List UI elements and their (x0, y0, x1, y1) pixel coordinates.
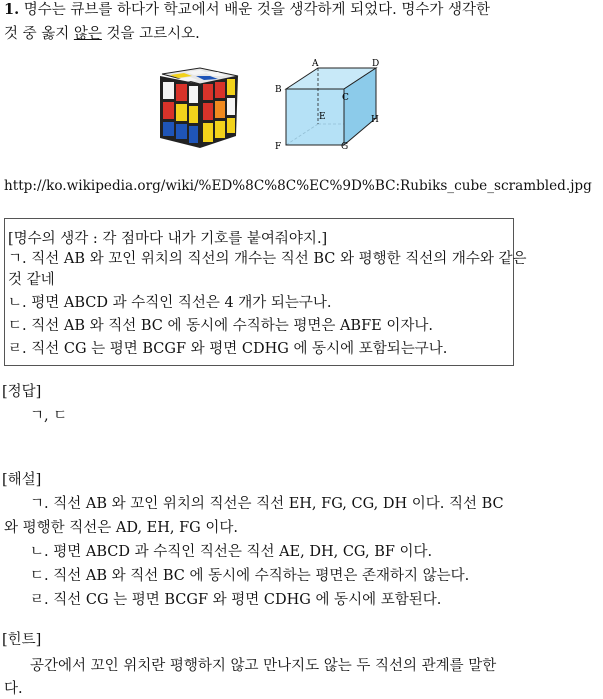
question-text-2a: 것 중 옳지 (4, 26, 74, 42)
explanation-line-1-cont: 와 평행한 직선은 AD, EH, FG 이다. (4, 520, 238, 536)
hint-line-2: 다. (4, 681, 23, 697)
explanation-line-3: ㄷ. 직선 AB 와 직선 BC 에 동시에 수직하는 평면은 존재하지 않는다. (30, 568, 470, 584)
thought-box-title: [명수의 생각 : 각 점마다 내가 기호를 붙여줘야지.] (8, 231, 328, 247)
question-underlined-word: 않은 (73, 26, 102, 42)
thought-item-2: ㄴ. 평면 ABCD 과 수직인 직선은 4 개가 되는구나. (8, 295, 332, 311)
answer-heading: [정답] (2, 384, 42, 400)
answer-text: ㄱ, ㄷ (30, 408, 68, 424)
rubiks-cube-image (156, 66, 242, 150)
vertex-label-c: C (342, 93, 349, 103)
vertex-label-g: G (341, 142, 349, 152)
hint-line-1: 공간에서 꼬인 위치란 평행하지 않고 만나지도 않는 두 직선의 관계를 말한 (30, 658, 497, 674)
cube-diagram (272, 56, 390, 156)
question-text-1: 명수는 큐브를 하다가 학교에서 배운 것을 생각하게 되었다. 명수가 생각한 (23, 2, 491, 18)
explanation-line-1: ㄱ. 직선 AB 와 꼬인 위치의 직선은 직선 EH, FG, CG, DH 이다. 직선 BC (30, 496, 504, 512)
vertex-label-d: D (372, 59, 380, 69)
hint-heading: [힌트] (2, 632, 42, 648)
thought-item-4: ㄹ. 직선 CG 는 평면 BCGF 와 평면 CDHG 에 동시에 포함되는구나. (8, 341, 448, 357)
explanation-heading: [해설] (2, 472, 42, 488)
thought-box (4, 218, 527, 366)
vertex-label-e: E (319, 112, 326, 122)
question-line-2 (4, 24, 200, 44)
vertex-label-f: F (275, 142, 282, 152)
vertex-label-a: A (312, 59, 319, 69)
question-number: 1. (4, 1, 20, 18)
thought-item-1: ㄱ. 직선 AB 와 꼬인 위치의 직선의 개수는 직선 BC 와 평행한 직선의 개수와 같은 (8, 251, 527, 267)
question-line-1 (4, 0, 490, 20)
question-text-2b: 것을 고르시오. (101, 26, 200, 42)
explanation-line-2: ㄴ. 평면 ABCD 과 수직인 직선은 직선 AE, DH, CG, BF 이다. (30, 544, 433, 560)
thought-item-3: ㄷ. 직선 AB 와 직선 BC 에 동시에 수직하는 평면은 ABFE 이자나. (8, 318, 433, 334)
thought-item-1-cont: 것 같네 (8, 272, 55, 288)
vertex-label-h: H (371, 115, 379, 125)
image-source-url: http://ko.wikipedia.org/wiki/%ED%8C%8C%EC%9D%BC:Rubiks_cube_scrambled.jpg (4, 178, 592, 194)
vertex-label-b: B (275, 85, 282, 95)
explanation-line-4: ㄹ. 직선 CG 는 평면 BCGF 와 평면 CDHG 에 동시에 포함된다. (30, 592, 442, 608)
